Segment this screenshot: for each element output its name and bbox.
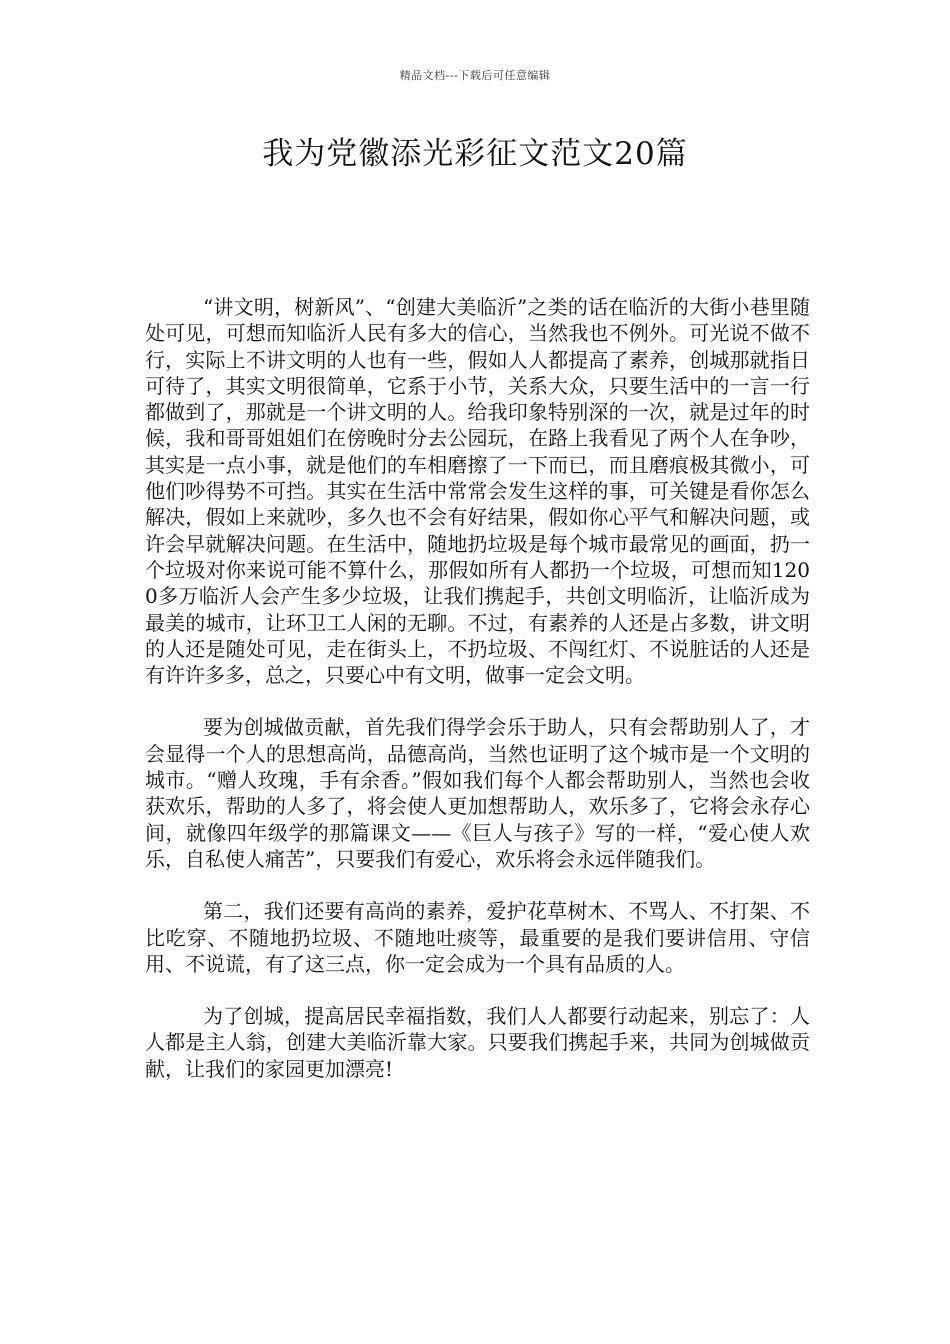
- paragraph-2: 要为创城做贡献，首先我们得学会乐于助人，只有会帮助别人了，才会显得一个人的思想高尚，品德高尚，当然也证明了这个城市是一个文明的城市。“赠人玫瑰，手有余香。”假如我们每个人都会帮助别人，当然也会收获欢乐，帮助的人多了，将会使人更加想帮助人，欢乐多了，它将会永存心间，就像四年级学的那篇课文——《巨人与孩子》写的一样，“爱心使人欢乐，自私使人痛苦”，只要我们有爱心，欢乐将会永远伴随我们。: [145, 715, 810, 871]
- paragraph-3: 第二，我们还要有高尚的素养，爱护花草树木、不骂人、不打架、不比吃穿、不随地扔垃圾、不随地吐痰等，最重要的是我们要讲信用、守信用、不说谎，有了这三点，你一定会成为一个具有品质的人。: [145, 899, 810, 976]
- paragraph-1: “讲文明，树新风”、“创建大美临沂”之类的话在临沂的大街小巷里随处可见，可想而知临沂人民有多大的信心，当然我也不例外。可光说不做不行，实际上不讲文明的人也有一些，假如人人都提高了素养，创城那就指日可待了，其实文明很简单，它系于小节，关系大众，只要生活中的一言一行都做到了，那就是一个讲文明的人。给我印象特别深的一次，就是过年的时候，我和哥哥姐姐们在傍晚时分去公园玩，在路上我看见了两个人在争吵，其实是一点小事，就是他们的车相磨擦了一下而已，而且磨痕极其微小，可他们吵得势不可挡。其实在生活中常常会发生这样的事，可关键是看你怎么解决，假如上来就吵，多久也不会有好结果，假如你心平气和解决问题，或许会早就解决问题。在生活中，随地扔垃圾是每个城市最常见的画面，扔一个垃圾对你来说可能不算什么，那假如所有人都扔一个垃圾，可想而知1200多万临沂人会产生多少垃圾，让我们携起手，共创文明临沂，让临沂成为最美的城市，让环卫工人闲的无聊。不过，有素养的人还是占多数，讲文明的人还是随处可见，走在街头上，不扔垃圾、不闯红灯、不说脏话的人还是有许许多多，总之，只要心中有文明，做事一定会文明。: [145, 295, 810, 688]
- document-title: 我为党徽添光彩征文范文20篇: [262, 136, 688, 172]
- header-note: 精品文档---下载后可任意编辑: [399, 69, 551, 82]
- paragraph-4: 为了创城，提高居民幸福指数，我们人人都要行动起来，别忘了：人人都是主人翁，创建大美临沂靠大家。只要我们携起手来，共同为创城做贡献，让我们的家园更加漂亮!: [145, 1004, 810, 1081]
- document-body: [145, 294, 810, 1108]
